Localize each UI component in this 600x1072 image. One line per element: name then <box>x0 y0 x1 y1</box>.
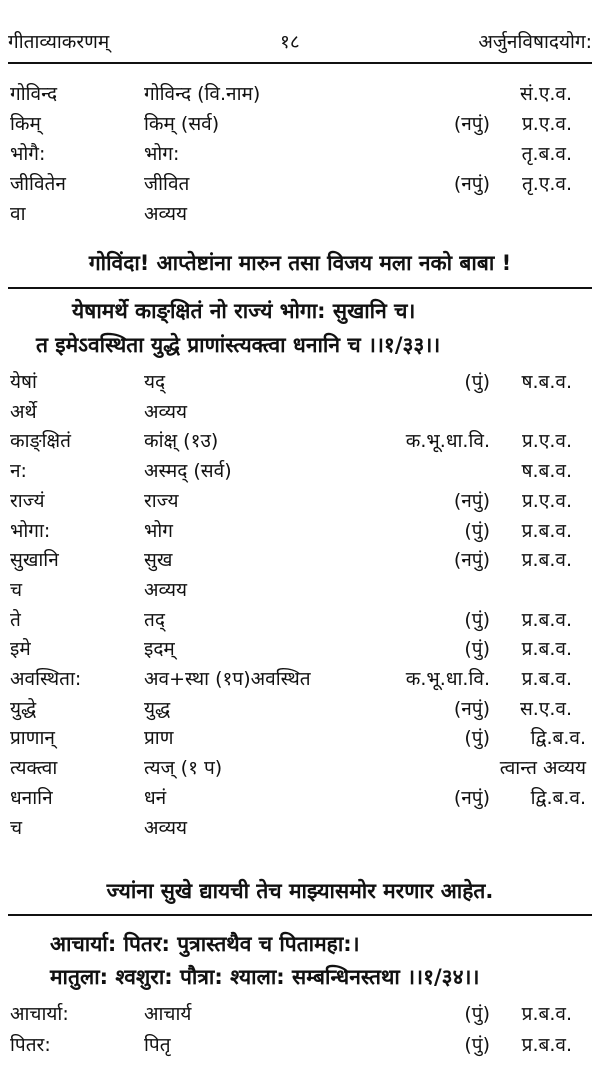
analysis-root: गोविन्द (वि.नाम) <box>144 83 261 105</box>
analysis-form: सं.ए.व. <box>519 83 572 105</box>
analysis-row <box>0 635 600 665</box>
analysis-word: च <box>10 578 23 601</box>
analysis-word: किम् <box>10 113 41 135</box>
page-header <box>8 28 592 58</box>
analysis-word: युद्धे <box>10 697 37 720</box>
analysis-row <box>0 814 600 844</box>
analysis-gender: (नपुं) <box>453 113 490 135</box>
analysis-row <box>0 695 600 725</box>
analysis-root: भोग: <box>144 143 180 165</box>
verse-34-line-1: आचार्या: पितर: पुत्रास्तथैव च पितामहा:। <box>50 932 360 956</box>
analysis-row <box>0 80 600 110</box>
analysis-root: प्राण <box>144 727 174 750</box>
marathi-meaning-2: ज्यांना सुखे द्यायची तेच माझ्यासमोर मरणार आहेत. <box>106 879 494 903</box>
analysis-word: प्राणान् <box>10 727 55 750</box>
header-chapter-title: अर्जुनविषादयोग: <box>478 31 592 53</box>
analysis-word: भोगा: <box>10 519 51 542</box>
analysis-gender: (पुं) <box>464 608 490 631</box>
analysis-root: पितृ <box>144 1033 171 1056</box>
analysis-row <box>0 170 600 200</box>
analysis-row <box>0 110 600 140</box>
analysis-root: अव्यय <box>144 400 188 423</box>
page-number: १८ <box>280 31 300 53</box>
header-book-title: गीताव्याकरणम् <box>8 31 110 53</box>
analysis-form: प्र.ब.व. <box>521 549 572 572</box>
analysis-root: त्यज् (१ प) <box>144 757 223 780</box>
analysis-gender: (पुं) <box>464 727 490 750</box>
analysis-word: काङ्क्षितं <box>10 430 71 453</box>
analysis-form: प्र.ए.व. <box>521 430 572 453</box>
analysis-word: अर्थे <box>10 400 37 423</box>
marathi-meaning-1: गोविंदा! आप्तेष्टांना मारुन तसा विजय मला नको बाबा ! <box>88 251 512 275</box>
analysis-form: द्वि.ब.व. <box>530 786 586 809</box>
analysis-word: ते <box>10 608 21 631</box>
analysis-gender: (पुं) <box>464 1003 490 1025</box>
analysis-row <box>0 724 600 754</box>
analysis-word: त्यक्त्वा <box>10 757 58 780</box>
analysis-form: ष.ब.व. <box>521 460 572 483</box>
analysis-root: अव्यय <box>144 578 188 601</box>
analysis-gender: (पुं) <box>464 638 490 661</box>
section-rule-2 <box>8 914 592 916</box>
analysis-word: गोविन्द <box>10 83 58 105</box>
analysis-row <box>0 576 600 606</box>
analysis-form: ष.ब.व. <box>521 371 572 393</box>
analysis-gender: (पुं) <box>464 519 490 542</box>
analysis-root: तद् <box>144 608 165 631</box>
analysis-row <box>0 784 600 814</box>
analysis-gender: क.भू.धा.वि. <box>405 668 490 690</box>
analysis-root: अव्यय <box>144 203 188 225</box>
analysis-gender: (नपुं) <box>453 489 490 512</box>
analysis-row <box>0 487 600 517</box>
verse-33-line-2: त इमेऽवस्थिता युद्धे प्राणांस्त्यक्त्वा धनानि च ।।१/३३।। <box>36 333 441 357</box>
analysis-root: अस्मद् (सर्व) <box>144 460 232 483</box>
analysis-row <box>0 368 600 398</box>
header-rule <box>8 62 592 64</box>
analysis-gender: (नपुं) <box>453 786 490 809</box>
analysis-word: न: <box>10 460 27 483</box>
analysis-form: प्र.ए.व. <box>521 489 572 512</box>
analysis-gender: (नपुं) <box>453 173 490 195</box>
analysis-form: स.ए.व. <box>519 697 572 720</box>
analysis-form: प्र.ब.व. <box>521 608 572 631</box>
analysis-root: इदम् <box>144 638 175 661</box>
analysis-row <box>0 140 600 170</box>
analysis-row <box>0 546 600 576</box>
analysis-word: भोगै: <box>10 143 46 165</box>
analysis-form: प्र.ए.व. <box>521 113 572 135</box>
analysis-word: येषां <box>10 371 37 393</box>
analysis-row <box>0 1000 600 1030</box>
analysis-row <box>0 517 600 547</box>
analysis-row <box>0 427 600 457</box>
analysis-root: कांक्ष् (१उ) <box>144 430 219 453</box>
analysis-word: च <box>10 816 23 839</box>
analysis-row <box>0 665 600 695</box>
analysis-row <box>0 754 600 784</box>
analysis-gender: (पुं) <box>464 371 490 393</box>
analysis-root: युद्ध <box>144 697 171 720</box>
analysis-form: प्र.ब.व. <box>521 1003 572 1025</box>
analysis-row <box>0 200 600 230</box>
analysis-word: सुखानि <box>10 549 59 572</box>
analysis-form: त्वान्त अव्यय <box>499 757 586 780</box>
analysis-form: तृ.ए.व. <box>521 173 572 195</box>
verse-33-line-1: येषामर्थे काङ्क्षितं नो राज्यं भोगा: सुखानि च। <box>72 299 416 323</box>
analysis-form: द्वि.ब.व. <box>530 727 586 750</box>
analysis-root: किम् (सर्व) <box>144 113 220 135</box>
analysis-root: अव+स्था (१प)अवस्थित <box>144 668 311 690</box>
analysis-root: यद् <box>144 371 166 393</box>
analysis-form: प्र.ब.व. <box>521 1033 572 1056</box>
analysis-gender: (पुं) <box>464 1033 490 1056</box>
analysis-root: सुख <box>144 549 173 572</box>
analysis-word: धनानि <box>10 786 53 809</box>
analysis-root: धनं <box>144 786 167 809</box>
section-rule-1 <box>8 287 592 289</box>
analysis-row <box>0 606 600 636</box>
analysis-word: पितर: <box>10 1033 51 1056</box>
verse-34-line-2: मातुला: श्वशुरा: पौत्रा: श्याला: सम्बन्धिनस्तथा ।।१/३४।। <box>50 965 480 989</box>
analysis-row <box>0 457 600 487</box>
analysis-word: राज्यं <box>10 489 45 512</box>
analysis-form: प्र.ब.व. <box>521 519 572 542</box>
analysis-gender: (नपुं) <box>453 549 490 572</box>
analysis-gender: (नपुं) <box>453 697 490 720</box>
analysis-root: भोग <box>144 519 173 542</box>
analysis-word: जीवितेन <box>10 173 66 195</box>
analysis-root: जीवित <box>144 173 190 195</box>
analysis-form: तृ.ब.व. <box>521 143 572 165</box>
analysis-form: प्र.ब.व. <box>521 638 572 661</box>
analysis-word: इमे <box>10 638 31 661</box>
analysis-root: आचार्य <box>144 1003 192 1025</box>
analysis-form: प्र.ब.व. <box>521 668 572 690</box>
analysis-root: राज्य <box>144 489 179 512</box>
analysis-root: अव्यय <box>144 816 188 839</box>
analysis-word: वा <box>10 203 26 225</box>
analysis-gender: क.भू.धा.वि. <box>405 430 490 453</box>
analysis-row <box>0 398 600 428</box>
analysis-word: आचार्या: <box>10 1003 69 1025</box>
analysis-word: अवस्थिता: <box>10 668 82 690</box>
analysis-row <box>0 1031 600 1061</box>
